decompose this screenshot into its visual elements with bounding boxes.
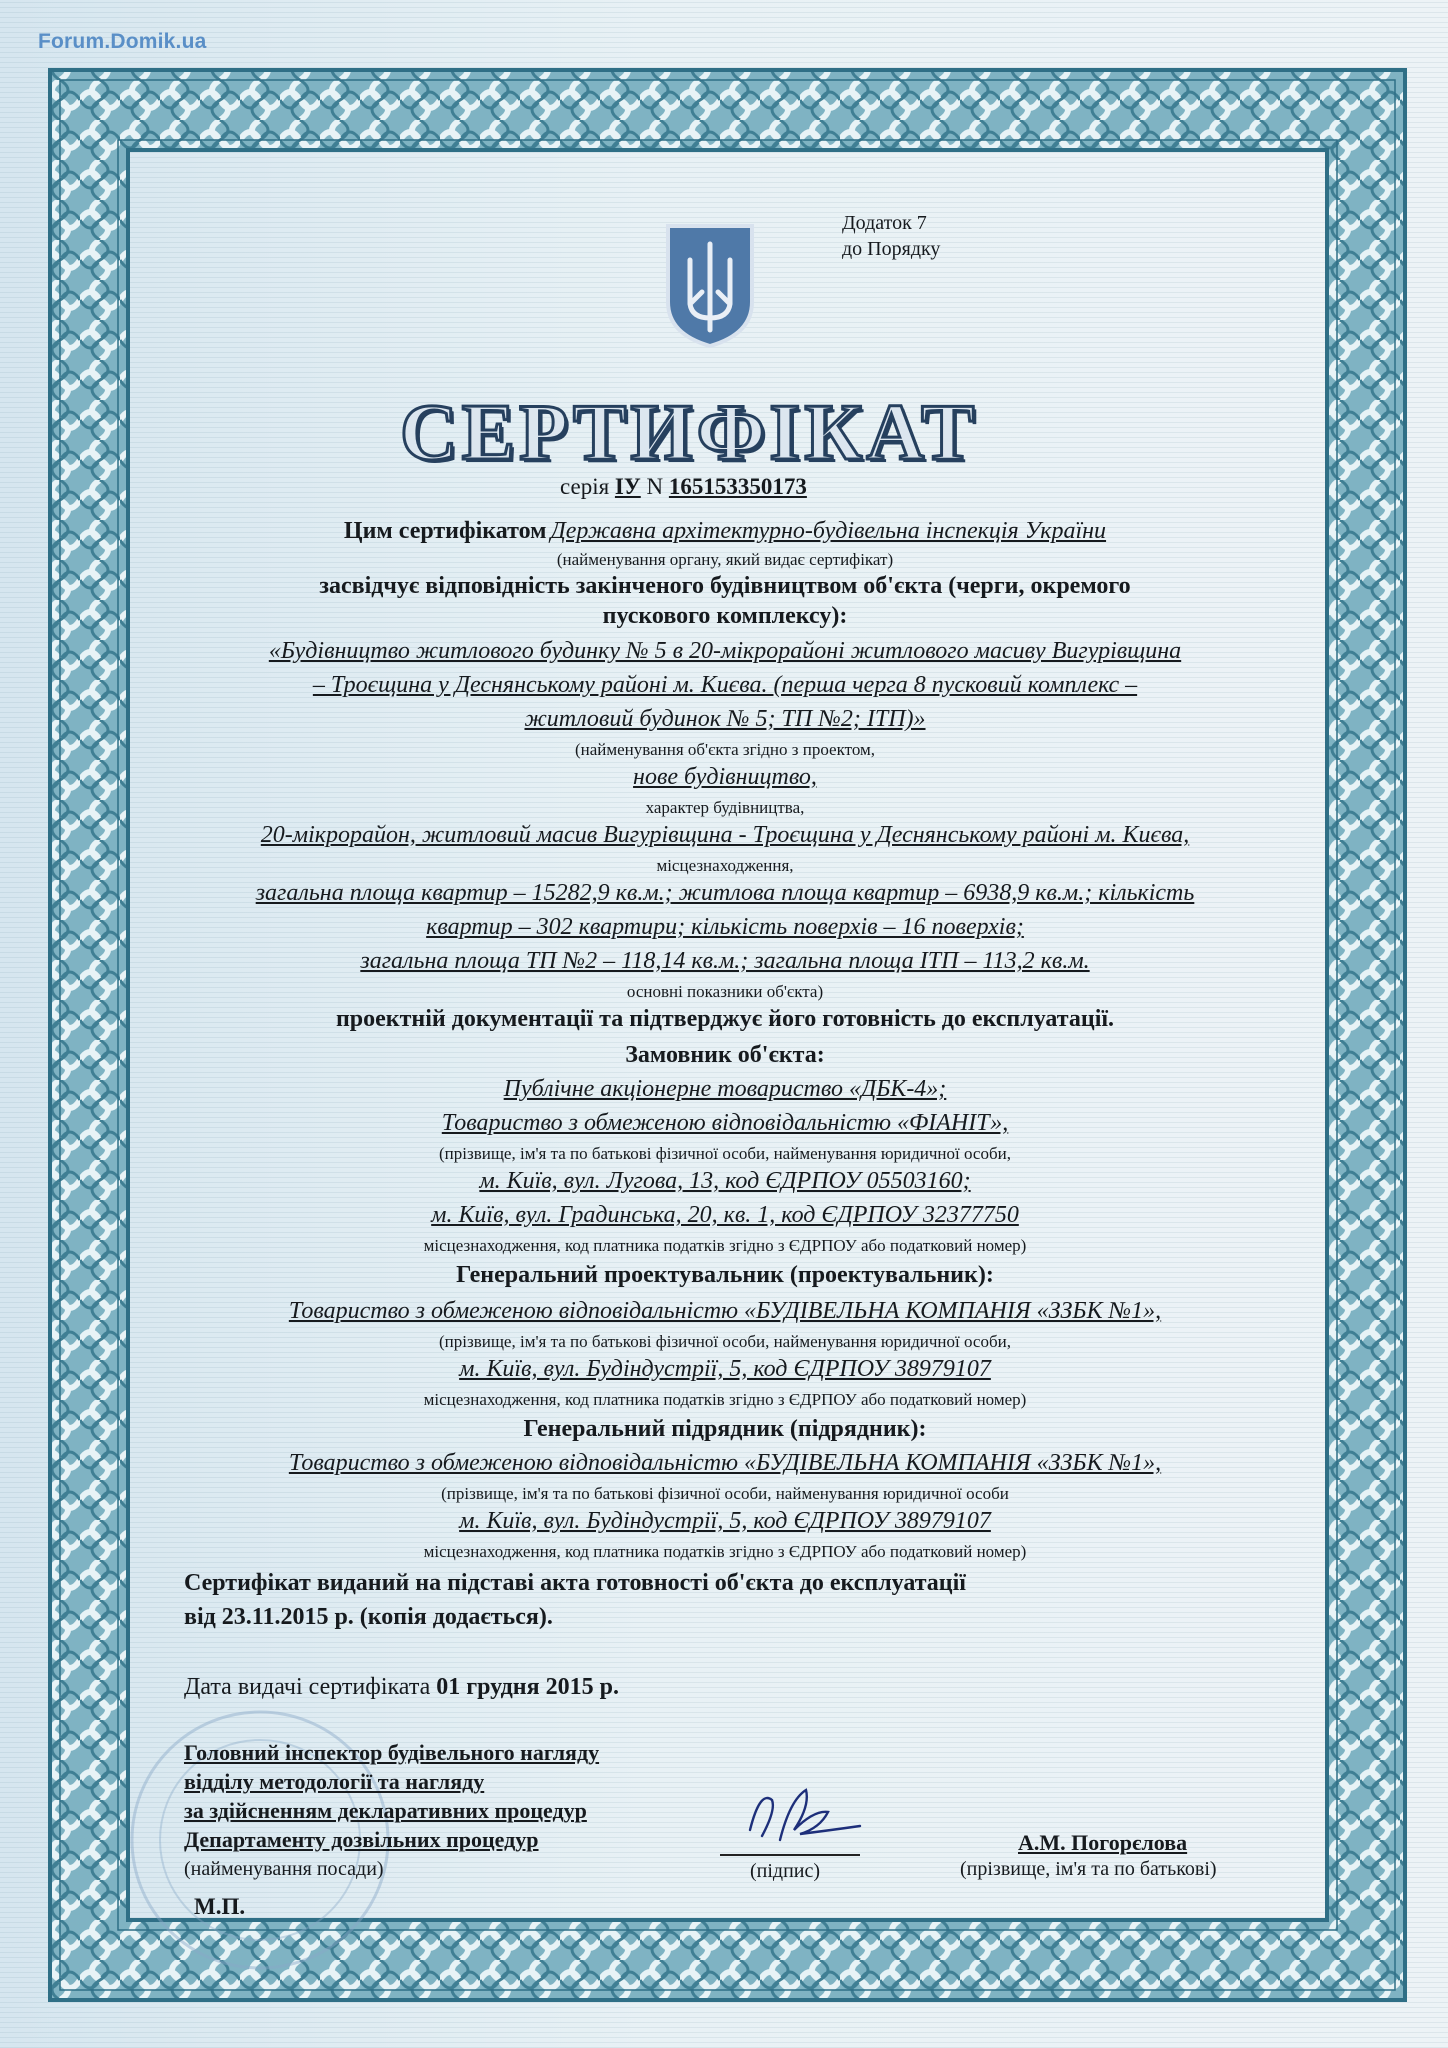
- conformity-statement: проектній документації та підтверджує його готовність до експлуатації.: [335, 1006, 1115, 1032]
- signatory-position: Головний інспектор будівельного нагляду відділу методології та нагляду за здійсненням декларативних процедур Департаменту дозвільних процедур: [184, 1740, 600, 1852]
- certificate-title: СЕРТИФІКАТ: [400, 389, 979, 477]
- customer-name-1: Публічне акціонерне товариство «ДБК-4»;: [503, 1076, 947, 1102]
- construction-type: нове будівництво,: [633, 764, 817, 790]
- designer-address: м. Київ, вул. Будіндустрії, 5, код ЄДРПОУ 38979107: [459, 1356, 991, 1382]
- contractor-name: Товариство з обмеженою відповідальністю «БУДІВЕЛЬНА КОМПАНІЯ «ЗЗБК №1»,: [288, 1450, 1162, 1476]
- certificate-number: 165153350173: [668, 474, 807, 499]
- signature-caption: (підпис): [750, 1860, 821, 1882]
- name-caption: (прізвище, ім'я та по батькові): [960, 1858, 1217, 1880]
- issuing-authority: Державна архітектурно-будівельна інспекція України: [550, 518, 1107, 544]
- issue-date-line: Дата видачі сертифіката 01 грудня 2015 р.: [184, 1674, 619, 1700]
- signature-line: [720, 1854, 860, 1856]
- designer-heading: Генеральний проектувальник (проектувальник):: [456, 1262, 994, 1288]
- customer-address-2: м. Київ, вул. Градинська, 20, кв. 1, код ЄДРПОУ 32377750: [431, 1202, 1019, 1228]
- handwritten-signature: [710, 1770, 880, 1860]
- customer-name-2: Товариство з обмеженою відповідальністю «ФІАНІТ»,: [441, 1110, 1009, 1136]
- issuing-authority-line: Цим сертифікатом Державна архітектурно-будівельна інспекція України: [343, 518, 1107, 544]
- customer-address-1: м. Київ, вул. Лугова, 13, код ЄДРПОУ 05503160;: [479, 1168, 971, 1194]
- issue-date: 01 грудня 2015 р.: [436, 1674, 619, 1700]
- designer-name: Товариство з обмеженою відповідальністю «БУДІВЕЛЬНА КОМПАНІЯ «ЗЗБК №1»,: [288, 1298, 1162, 1324]
- object-location: 20-мікрорайон, житловий масив Вигурівщина - Троєщина у Деснянському районі м. Києва,: [260, 822, 1190, 848]
- forum-watermark: Forum.Domik.ua: [38, 30, 207, 53]
- position-caption: (найменування посади): [184, 1858, 384, 1880]
- indicators-2: квартир – 302 квартири; кількість поверхів – 16 поверхів;: [426, 914, 1024, 940]
- object-name-3: житловий будинок № 5; ТП №2; ІТП)»: [524, 706, 926, 732]
- indicators-3: загальна площа ТП №2 – 118,14 кв.м.; загальна площа ІТП – 113,2 кв.м.: [360, 948, 1090, 974]
- appendix-note: Додаток 7 до Порядку: [842, 212, 941, 260]
- basis-line-2: від 23.11.2015 р. (копія додається).: [184, 1604, 553, 1630]
- basis-line-1: Сертифікат виданий на підставі акта готовності об'єкта до експлуатації: [184, 1570, 966, 1596]
- certificate-serial: серія ІУ N 165153350173: [560, 474, 807, 499]
- seal-label: М.П.: [194, 1894, 246, 1919]
- contractor-address: м. Київ, вул. Будіндустрії, 5, код ЄДРПОУ 38979107: [459, 1508, 991, 1534]
- object-name-2: – Троєщина у Деснянському районі м. Києва. (перша черга 8 пусковий комплекс –: [312, 672, 1138, 698]
- object-name-1: «Будівництво житлового будинку № 5 в 20-мікрорайоні житлового масиву Вигурівщина: [268, 638, 1182, 664]
- certificate-content: Додаток 7 до Порядку СЕРТИФІКАТ серія ІУ N 165153350173 Цим сертифікатом Державна архітектурно-будівельна інспекція України (найменування органу, який видає сертифікат) засвідчує відповідність закінченого будівництвом об'єкта (черги, окремого пускового комплексу): «Будівництво житлового будинку № 5 в 20-мікрорайоні житлового масиву Вигурівщина – Троєщина у Деснянському районі м. Києва. (перша черга 8 пусковий комплекс – житловий будинок № 5; ТП №2; ІТП)» (найменування об'єкта згідно з проектом, нове будівництво, характер будівництва, 20-мікрорайон, житловий масив Вигурівщина - Троєщина у Деснянському районі м. Києва, місцезнаходження, загальна площа квартир – 15282,9 кв.м.; житлова площа квартир – 6938,9 кв.м.; кількість квартир – 302 квартири; кількість поверхів – 16 поверхів; загальна площа ТП №2 – 118,14 кв.м.; загальна площа ІТП – 113,2 кв.м. основні показники об'єкта) проектній документації та підтверджує його готовність до експлуатації. Замовник об'єкта: Публічне акціонерне товариство «ДБК-4»; Товариство з обмеженою відповідальністю «ФІАНІТ», (прізвище, ім'я та по батькові фізичної особи, найменування юридичної особи, м. Київ, вул. Лугова, 13, код ЄДРПОУ 05503160; м. Київ, вул. Градинська, 20, кв. 1, код ЄДРПОУ 32377750 місцезнаходження, код платника податків згідно з ЄДРПОУ або податковий номер) Генеральний проектувальник (проектувальник): Товариство з обмеженою відповідальністю «БУДІВЕЛЬНА КОМПАНІЯ «ЗЗБК №1», (прізвище, ім'я та по батькові фізичної особи, найменування юридичної особи, м. Київ, вул. Будіндустрії, 5, код ЄДРПОУ 38979107 місцезнаходження, код платника податків згідно з ЄДРПОУ або податковий номер) Генеральний підрядник (підрядник): Товариство з обмеженою відповідальністю «БУДІВЕЛЬНА КОМПАНІЯ «ЗЗБК №1», (прізвище, ім'я та по батькові фізичної особи, найменування юридичної особи м. Київ, вул. Будіндустрії, 5, код ЄДРПОУ 38979107 місцезнаходження, код платника податків згідно з ЄДРПОУ або податковий номер) Сертифікат виданий на підставі акта готовності об'єкта до експлуатації від 23.11.2015 р. (копія додається). Дата видачі сертифіката 01 грудня 2015 р. Головний інспектор будівельного нагляду відділу методології та нагляду за здійсненням декларативних процедур Департаменту дозвільних процедур (найменування посади) М.П. (підпис) А.М. Погорєлова (прізвище, ім'я та по батькові): [150, 160, 1300, 2000]
- trident-emblem-icon: [662, 222, 758, 350]
- signatory-name: А.М. Погорєлова: [1018, 1830, 1188, 1855]
- series-value: ІУ: [614, 474, 641, 499]
- customer-heading: Замовник об'єкта:: [625, 1042, 825, 1068]
- indicators-1: загальна площа квартир – 15282,9 кв.м.; житлова площа квартир – 6938,9 кв.м.; кількість: [255, 880, 1195, 906]
- contractor-heading: Генеральний підрядник (підрядник):: [523, 1416, 927, 1442]
- authority-caption: (найменування органу, який видає сертифікат): [556, 550, 894, 569]
